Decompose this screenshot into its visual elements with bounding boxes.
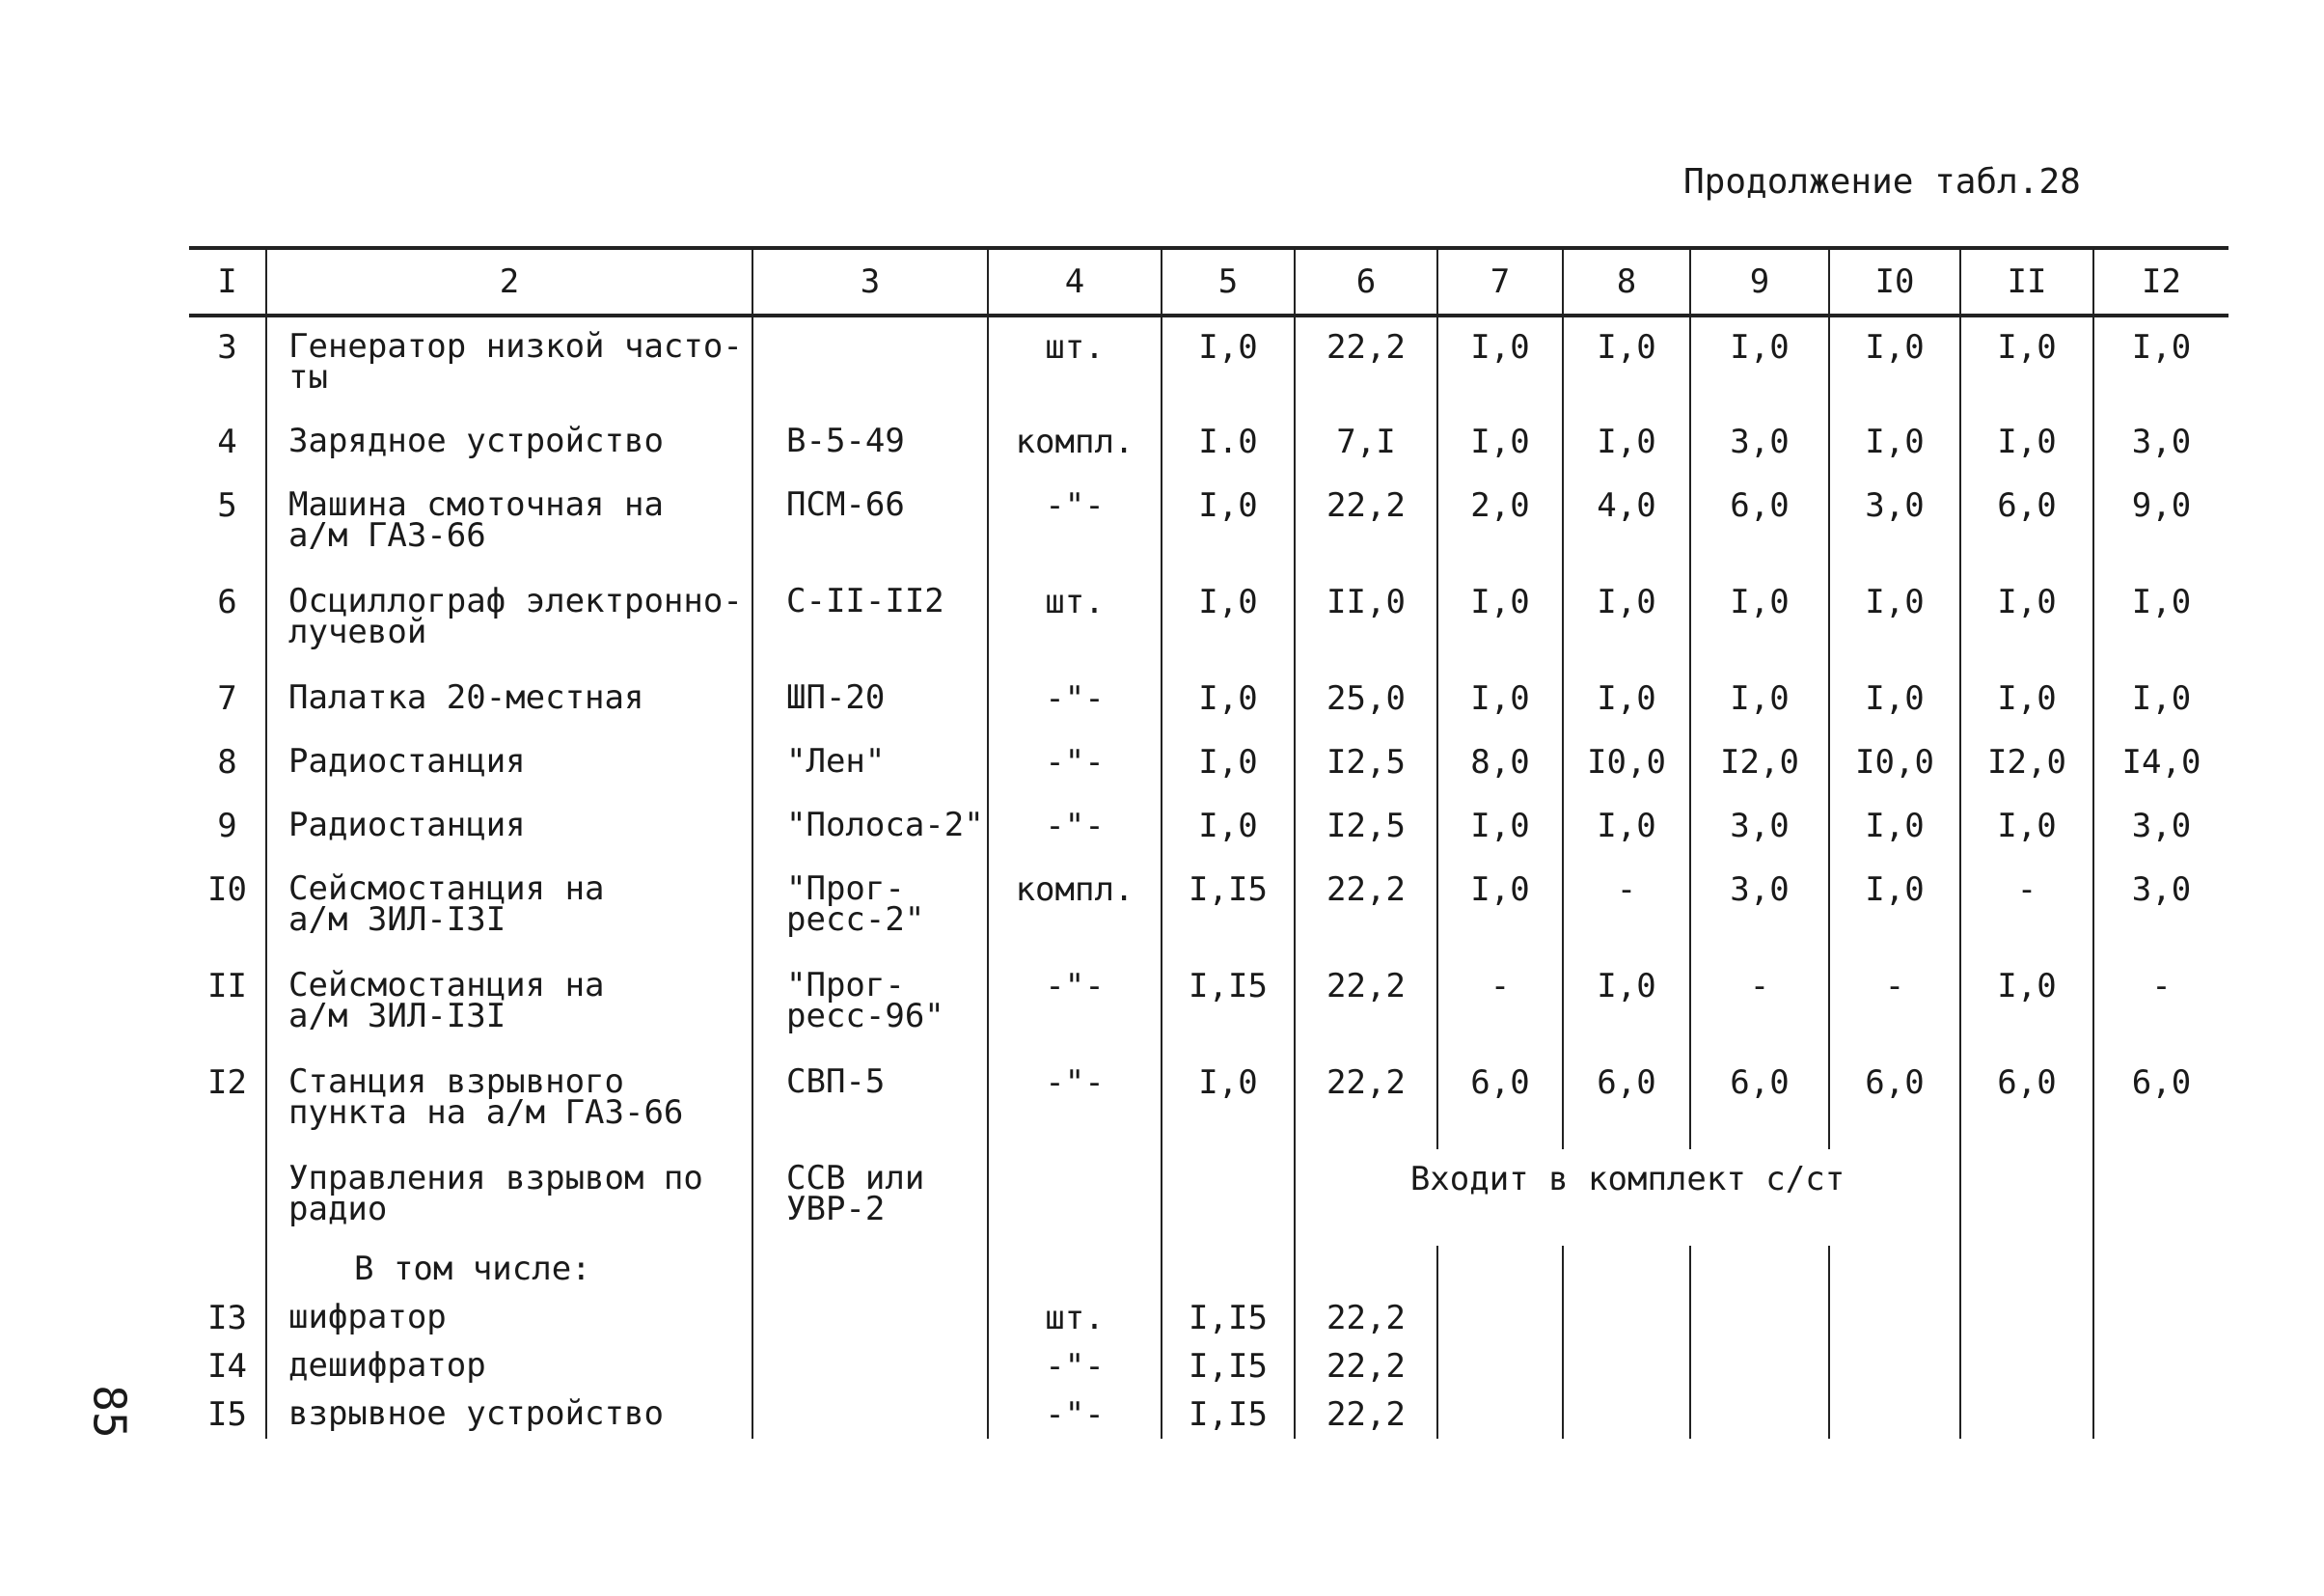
value-cell: 3,0 — [1690, 796, 1829, 860]
page-number: 85 — [83, 1385, 136, 1439]
empty-cell — [1563, 1390, 1690, 1439]
empty-cell — [1690, 1390, 1829, 1439]
item-model: "Лен" — [752, 732, 988, 796]
empty-cell — [2093, 1246, 2228, 1294]
table-row — [189, 732, 2228, 796]
table-row — [189, 572, 2228, 669]
item-model: В-5-49 — [752, 412, 988, 476]
item-name: Зарядное устройство — [266, 412, 752, 476]
value-cell: I,0 — [1690, 316, 1829, 412]
empty-cell — [2093, 1342, 2228, 1390]
item-model: "Прог- ресс-2" — [752, 860, 988, 956]
col-header: I0 — [1829, 248, 1960, 316]
item-name: Радиостанция — [266, 796, 752, 860]
value-empty — [1960, 1149, 2093, 1246]
item-unit: шт. — [988, 572, 1162, 669]
value-cell: I,0 — [1162, 316, 1295, 412]
item-model: "Полоса-2" — [752, 796, 988, 860]
value-cell: 22,2 — [1295, 860, 1437, 956]
value-cell: I,0 — [1162, 796, 1295, 860]
value-cell: I,0 — [1162, 572, 1295, 669]
value-cell: I,I5 — [1162, 956, 1295, 1053]
value-cell: I,0 — [1829, 412, 1960, 476]
value-cell: I,0 — [1162, 732, 1295, 796]
value-cell: II,0 — [1295, 572, 1437, 669]
value-cell: I,0 — [1960, 796, 2093, 860]
value-cell: 22,2 — [1295, 316, 1437, 412]
value-cell: I,0 — [1960, 669, 2093, 732]
empty-cell — [1563, 1246, 1690, 1294]
row-number-empty — [189, 1149, 266, 1246]
table-row — [189, 412, 2228, 476]
empty-cell — [1437, 1342, 1563, 1390]
empty-cell — [1437, 1294, 1563, 1342]
row-number: 7 — [217, 679, 237, 718]
item-model: ШП-20 — [752, 669, 988, 732]
value-cell: 22,2 — [1295, 1294, 1437, 1342]
col-header: 5 — [1162, 248, 1295, 316]
value-cell: 6,0 — [1960, 1053, 2093, 1149]
empty-cell — [2093, 1390, 2228, 1439]
item-model — [752, 316, 988, 412]
value-cell: 3,0 — [1690, 412, 1829, 476]
item-unit: -"- — [988, 1053, 1162, 1149]
value-cell: - — [1960, 860, 2093, 956]
row-number: 9 — [217, 807, 237, 845]
item-model: ССВ или УВР-2 — [752, 1149, 988, 1246]
value-cell: 22,2 — [1295, 956, 1437, 1053]
row-number: I0 — [207, 870, 247, 909]
item-unit: -"- — [988, 796, 1162, 860]
value-cell: I2,5 — [1295, 796, 1437, 860]
value-cell: I,0 — [1960, 572, 2093, 669]
item-model: СВП-5 — [752, 1053, 988, 1149]
value-empty — [1162, 1149, 1295, 1246]
subheading-row — [189, 1246, 2228, 1294]
unit-empty — [988, 1149, 1162, 1246]
item-name: Сейсмостанция на а/м ЗИЛ-I3I — [266, 956, 752, 1053]
subheading: В том числе: — [266, 1246, 752, 1294]
row-number: I5 — [207, 1395, 247, 1434]
item-unit: -"- — [988, 732, 1162, 796]
table-row — [189, 669, 2228, 732]
value-cell: I,0 — [1437, 860, 1563, 956]
empty-cell — [1829, 1342, 1960, 1390]
value-cell: I.0 — [1162, 412, 1295, 476]
value-cell: 22,2 — [1295, 1390, 1437, 1439]
equipment-table — [189, 246, 2228, 1439]
value-cell: 6,0 — [2093, 1053, 2228, 1149]
empty-cell — [1960, 1342, 2093, 1390]
empty-cell — [1960, 1390, 2093, 1439]
item-unit: -"- — [988, 1342, 1162, 1390]
value-cell: 9,0 — [2093, 476, 2228, 572]
row-number: 5 — [217, 486, 237, 525]
value-cell: I,0 — [1563, 956, 1690, 1053]
value-cell: I2,5 — [1295, 732, 1437, 796]
item-name: взрывное устройство — [266, 1390, 752, 1439]
row-number: I3 — [207, 1299, 247, 1337]
value-cell: I,0 — [1437, 572, 1563, 669]
item-name: Генератор низкой часто- ты — [266, 316, 752, 412]
empty-cell — [1829, 1294, 1960, 1342]
empty-cell — [2093, 1294, 2228, 1342]
row-number: I4 — [207, 1347, 247, 1386]
table-row — [189, 860, 2228, 956]
col-header: 6 — [1295, 248, 1437, 316]
value-cell: 3,0 — [1829, 476, 1960, 572]
value-cell: 4,0 — [1563, 476, 1690, 572]
value-cell: 6,0 — [1563, 1053, 1690, 1149]
value-cell: I,0 — [1437, 412, 1563, 476]
col-header: I2 — [2093, 248, 2228, 316]
col-header: 4 — [988, 248, 1162, 316]
value-cell: I4,0 — [2093, 732, 2228, 796]
value-cell: 25,0 — [1295, 669, 1437, 732]
empty-cell — [1690, 1246, 1829, 1294]
value-cell: I,I5 — [1162, 1390, 1295, 1439]
col-header: 2 — [266, 248, 752, 316]
value-cell: 6,0 — [1690, 476, 1829, 572]
value-cell: 3,0 — [2093, 796, 2228, 860]
value-cell: I0,0 — [1829, 732, 1960, 796]
table-body — [189, 316, 2228, 1439]
model-empty — [752, 1390, 988, 1439]
value-cell: 3,0 — [2093, 412, 2228, 476]
value-cell: I,0 — [1829, 669, 1960, 732]
value-cell: 6,0 — [1960, 476, 2093, 572]
value-cell: I,0 — [1690, 669, 1829, 732]
included-note: Входит в комплект с/ст — [1295, 1149, 1960, 1246]
value-cell: 2,0 — [1437, 476, 1563, 572]
value-cell: I,0 — [1690, 572, 1829, 669]
value-cell: I,0 — [1960, 412, 2093, 476]
value-cell: 8,0 — [1437, 732, 1563, 796]
value-cell: I,I5 — [1162, 1294, 1295, 1342]
value-cell: 22,2 — [1295, 476, 1437, 572]
value-cell: I,0 — [1162, 476, 1295, 572]
table-row — [189, 1390, 2228, 1439]
item-model: С-II-II2 — [752, 572, 988, 669]
value-cell: - — [2093, 956, 2228, 1053]
item-unit: шт. — [988, 316, 1162, 412]
table-caption: Продолжение табл.28 — [1683, 162, 2081, 202]
value-cell: I,I5 — [1162, 860, 1295, 956]
item-name: Машина смоточная на а/м ГАЗ-66 — [266, 476, 752, 572]
row-number: 4 — [217, 423, 237, 461]
row-number: I2 — [207, 1063, 247, 1102]
value-cell: I,0 — [1829, 316, 1960, 412]
empty-cell — [1437, 1390, 1563, 1439]
value-cell: 6,0 — [1690, 1053, 1829, 1149]
empty-cell — [752, 1246, 988, 1294]
item-unit: компл. — [988, 860, 1162, 956]
value-cell: - — [1437, 956, 1563, 1053]
row-number: 3 — [217, 328, 237, 367]
col-header: 8 — [1563, 248, 1690, 316]
empty-cell — [1437, 1246, 1563, 1294]
value-cell: I,0 — [1563, 572, 1690, 669]
item-name: Осциллограф электронно- лучевой — [266, 572, 752, 669]
item-name: Управления взрывом по радио — [266, 1149, 752, 1246]
value-cell: 3,0 — [1690, 860, 1829, 956]
col-header: 3 — [752, 248, 988, 316]
item-name: Сейсмостанция на а/м ЗИЛ-I3I — [266, 860, 752, 956]
value-cell: 7,I — [1295, 412, 1437, 476]
row-number-empty — [189, 1246, 266, 1294]
value-cell: I,0 — [1437, 316, 1563, 412]
value-cell: I,0 — [1960, 316, 2093, 412]
item-name: шифратор — [266, 1294, 752, 1342]
value-cell: I,0 — [2093, 572, 2228, 669]
col-header: 7 — [1437, 248, 1563, 316]
value-cell: I,0 — [1563, 669, 1690, 732]
row-number: II — [207, 967, 247, 1005]
row-number: 6 — [217, 583, 237, 621]
table-row — [189, 956, 2228, 1053]
value-cell: 22,2 — [1295, 1342, 1437, 1390]
value-cell: I,0 — [1829, 860, 1960, 956]
item-name: дешифратор — [266, 1342, 752, 1390]
value-cell: 3,0 — [2093, 860, 2228, 956]
equipment-table-container — [189, 246, 2209, 1439]
item-model: ПСМ-66 — [752, 476, 988, 572]
value-cell: I,I5 — [1162, 1342, 1295, 1390]
item-unit: -"- — [988, 956, 1162, 1053]
row-number: 8 — [217, 743, 237, 782]
value-cell: I2,0 — [1690, 732, 1829, 796]
item-unit: -"- — [988, 669, 1162, 732]
value-cell: I,0 — [1563, 796, 1690, 860]
item-unit: -"- — [988, 476, 1162, 572]
item-unit: компл. — [988, 412, 1162, 476]
empty-cell — [1829, 1246, 1960, 1294]
value-cell: I,0 — [1563, 316, 1690, 412]
table-row — [189, 476, 2228, 572]
value-cell: - — [1563, 860, 1690, 956]
empty-cell — [1960, 1246, 2093, 1294]
table-row — [189, 316, 2228, 412]
value-cell: I,0 — [1960, 956, 2093, 1053]
table-row — [189, 1294, 2228, 1342]
table-row-radio-control — [189, 1149, 2228, 1246]
model-empty — [752, 1294, 988, 1342]
item-name: Станция взрывного пункта на а/м ГАЗ-66 — [266, 1053, 752, 1149]
col-header: II — [1960, 248, 2093, 316]
model-empty — [752, 1342, 988, 1390]
table-row — [189, 1053, 2228, 1149]
value-cell: 6,0 — [1829, 1053, 1960, 1149]
value-cell: I,0 — [1829, 572, 1960, 669]
value-cell: I,0 — [1162, 1053, 1295, 1149]
empty-cell — [1162, 1246, 1295, 1294]
empty-cell — [1690, 1342, 1829, 1390]
value-cell: I,0 — [1437, 669, 1563, 732]
empty-cell — [1563, 1294, 1690, 1342]
value-cell: I,0 — [1563, 412, 1690, 476]
value-cell: - — [1829, 956, 1960, 1053]
item-name: Радиостанция — [266, 732, 752, 796]
item-name: Палатка 20-местная — [266, 669, 752, 732]
col-header: I — [189, 248, 266, 316]
empty-cell — [1960, 1294, 2093, 1342]
table-row — [189, 796, 2228, 860]
header-row — [189, 248, 2228, 316]
value-empty — [2093, 1149, 2228, 1246]
empty-cell — [1563, 1342, 1690, 1390]
value-cell: I0,0 — [1563, 732, 1690, 796]
value-cell: I,0 — [1162, 669, 1295, 732]
empty-cell — [1829, 1390, 1960, 1439]
value-cell: I2,0 — [1960, 732, 2093, 796]
empty-cell — [988, 1246, 1162, 1294]
value-cell: 6,0 — [1437, 1053, 1563, 1149]
value-cell: - — [1690, 956, 1829, 1053]
value-cell: I,0 — [2093, 316, 2228, 412]
col-header: 9 — [1690, 248, 1829, 316]
empty-cell — [1295, 1246, 1437, 1294]
value-cell: I,0 — [1829, 796, 1960, 860]
value-cell: I,0 — [1437, 796, 1563, 860]
empty-cell — [1690, 1294, 1829, 1342]
value-cell: I,0 — [2093, 669, 2228, 732]
item-model: "Прог- ресс-96" — [752, 956, 988, 1053]
table-row — [189, 1342, 2228, 1390]
item-unit: -"- — [988, 1390, 1162, 1439]
item-unit: шт. — [988, 1294, 1162, 1342]
value-cell: 22,2 — [1295, 1053, 1437, 1149]
